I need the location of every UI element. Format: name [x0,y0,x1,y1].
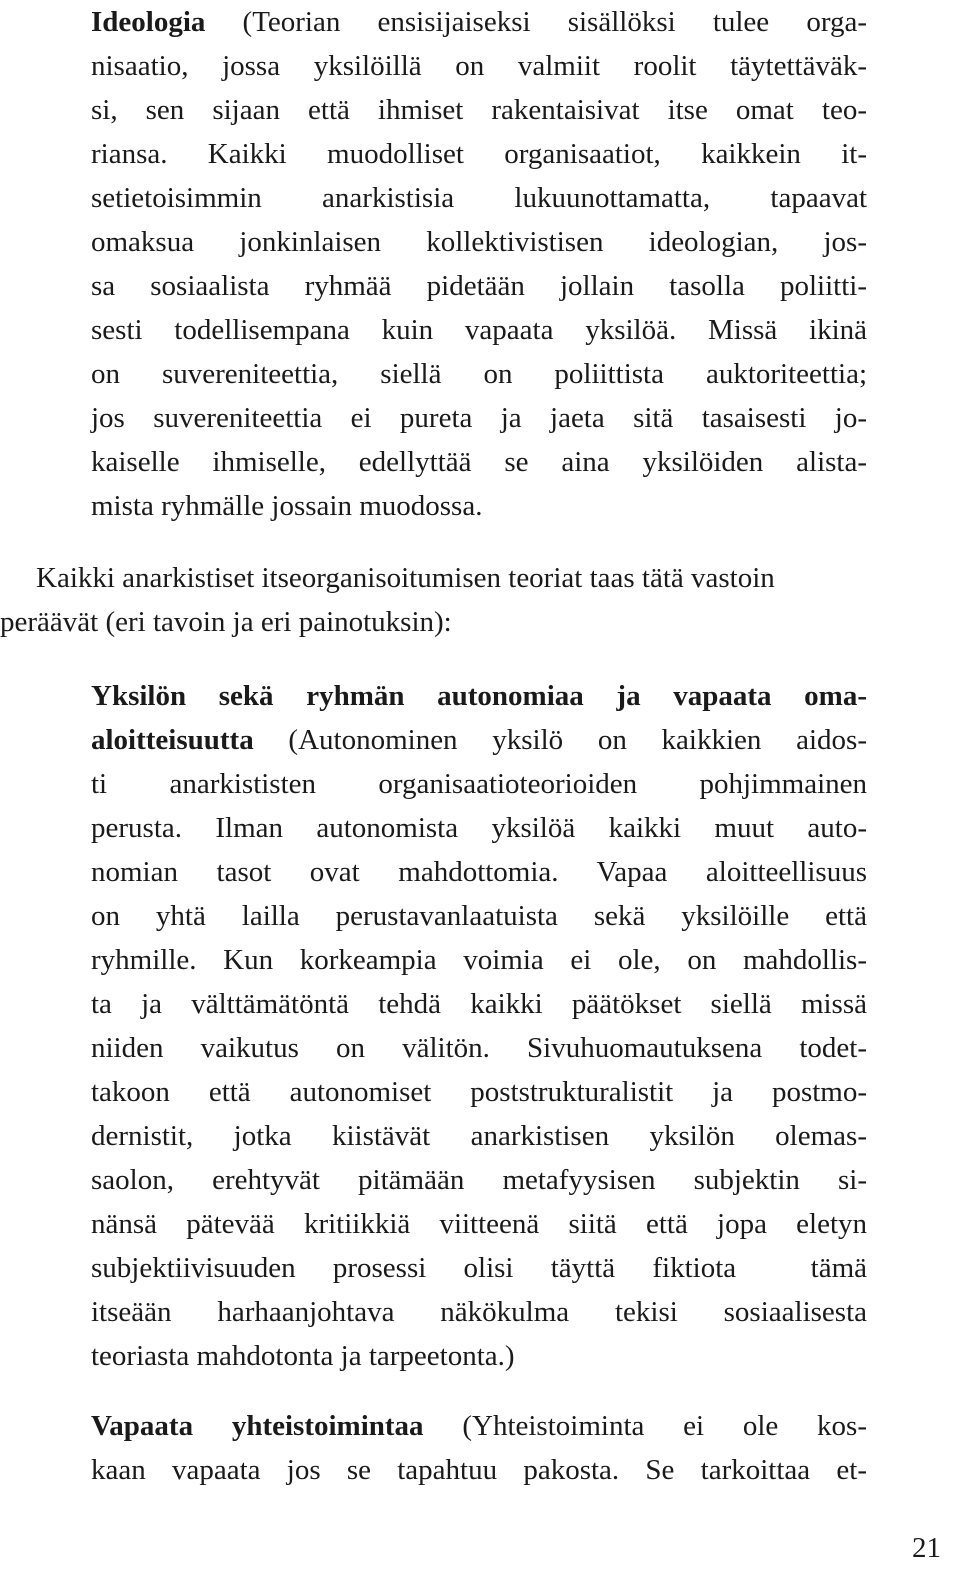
text-line: niiden vaikutus on välitön. Sivuhuomautuksena todet- [91,1032,867,1064]
text-line: nomian tasot ovat mahdottomia. Vapaa aloitteellisuus [91,856,867,888]
term-heading: Vapaata yhteistoimintaa [91,1410,424,1442]
text-line: dernistit, jotka kiistävät anarkistisen yksilön olemas- [91,1120,867,1152]
text-line: riansa. Kaikki muodolliset organisaatiot, kaikkein it- [91,138,867,170]
text-line: on suvereniteettia, siellä on poliittista auktoriteettia; [91,358,867,390]
text-line: ti anarkististen organisaatioteorioiden pohjimmainen [91,768,867,800]
text-line: omaksua jonkinlaisen kollektivistisen ideologian, jos- [91,226,867,258]
text-line [91,674,867,718]
text-line: perusta. Ilman autonomista yksilöä kaikki muut auto- [91,812,867,844]
text-line: teoriasta mahdotonta ja tarpeetonta.) [91,1340,515,1372]
text-line: Kaikki anarkistiset itseorganisoitumisen teoriat taas tätä vastoin [36,562,775,594]
text-line: Ideologia (Teorian ensisijaiseksi sisällöksi tulee orga- [91,6,867,38]
text-line: Vapaata yhteistoimintaa (Yhteistoiminta ei ole kos- [91,1410,867,1442]
text-line: sesti todellisempana kuin vapaata yksilöä. Missä ikinä [91,314,867,346]
text-line: setietoisimmin anarkistisia lukuunottamatta, tapaavat [91,182,867,214]
text-line: on yhtä lailla perustavanlaatuista sekä yksilöille että [91,900,867,932]
text-line: saolon, erehtyvät pitämään metafyysisen subjektin si- [91,1164,867,1196]
text-line: subjektiivisuuden prosessi olisi täyttä fiktiota tämä [91,1252,867,1284]
term-heading: Ideologia [91,6,206,38]
text-line: nisaatio, jossa yksilöillä on valmiit roolit täytettäväk- [91,50,867,82]
text-line: si, sen sijaan että ihmiset rakentaisivat itse omat teo- [91,94,867,126]
text-line: nänsä pätevää kritiikkiä viitteenä siitä että jopa eletyn [91,1208,867,1240]
text-line: aloitteisuutta (Autonominen yksilö on kaikkien aidos- [91,724,867,756]
text-line: takoon että autonomiset poststrukturalistit ja postmo- [91,1076,867,1108]
text-line: mista ryhmälle jossain muodossa. [91,490,483,522]
text-line: itseään harhaanjohtava näkökulma tekisi sosiaalisesta [91,1296,867,1328]
text-line: kaiselle ihmiselle, edellyttää se aina yksilöiden alista- [91,446,867,478]
text-line: sa sosiaalista ryhmää pidetään jollain tasolla poliitti- [91,270,867,302]
text-line: jos suvereniteettia ei pureta ja jaeta sitä tasaisesti jo- [91,402,867,434]
text-line: ta ja välttämätöntä tehdä kaikki päätökset siellä missä [91,988,867,1020]
text-line: ryhmille. Kun korkeampia voimia ei ole, on mahdollis- [91,944,867,976]
text-line: peräävät (eri tavoin ja eri painotuksin): [0,606,452,638]
page-number: 21 [912,1532,941,1564]
term-heading: aloitteisuutta [91,724,254,756]
text-line: kaan vapaata jos se tapahtuu pakosta. Se tarkoittaa et- [91,1454,867,1486]
term-heading: Yksilön sekä ryhmän autonomiaa ja vapaata oma- [91,680,867,712]
